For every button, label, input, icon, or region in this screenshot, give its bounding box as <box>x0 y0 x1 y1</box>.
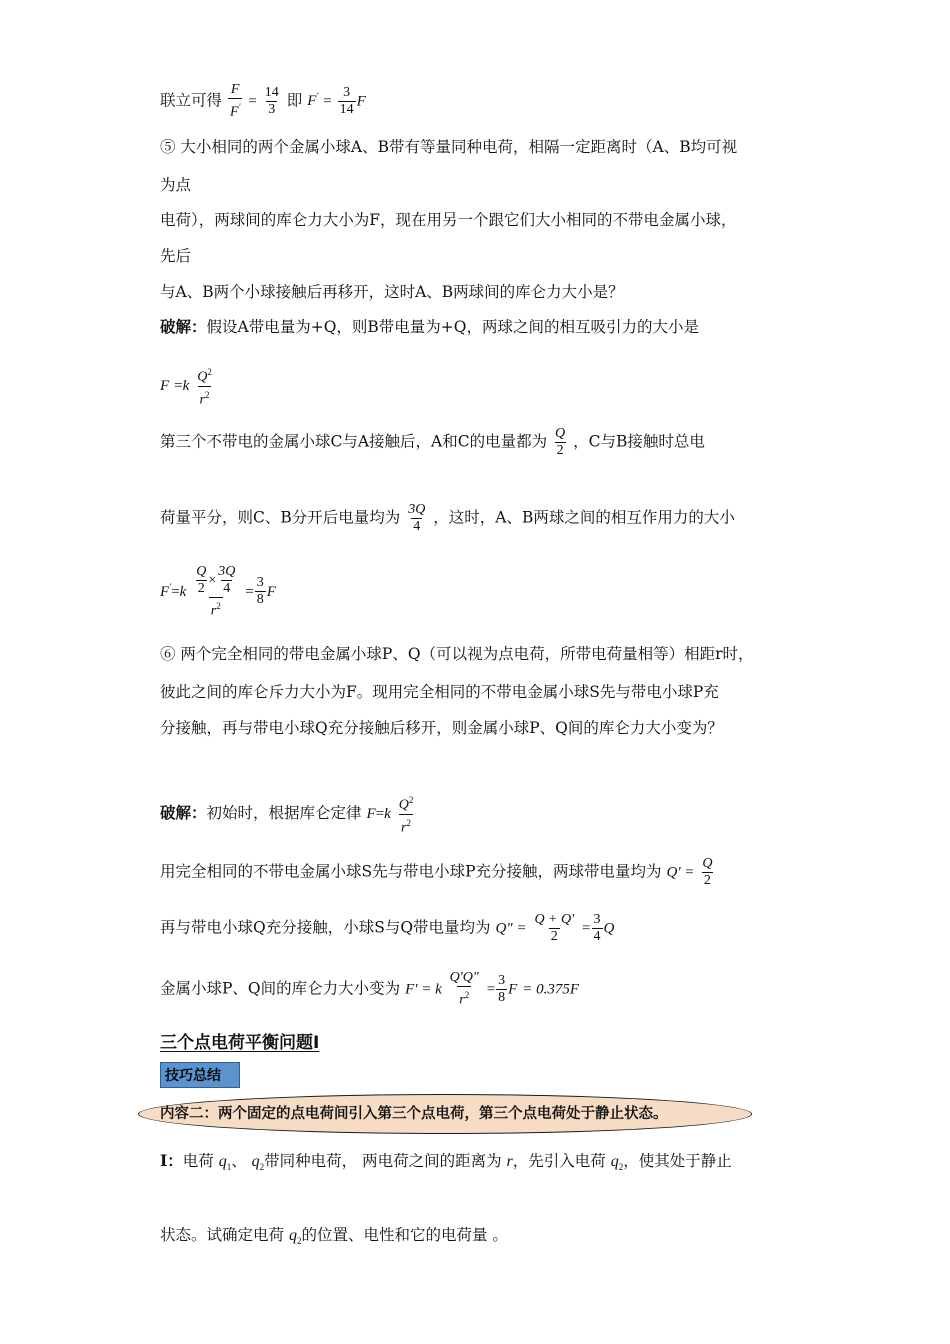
text: 用完全相同的不带电金属小球S先与带电小球P充分接触，两球带电量均为 <box>160 862 662 881</box>
p5-line3: 电荷），两球间的库仑力大小为F，现在用另一个跟它们大小相同的不带电金属小球， <box>160 211 737 229</box>
var: k <box>182 378 190 395</box>
text: 联立可得 <box>160 91 223 110</box>
p6-line3: 分接触，再与带电小球Q充分接触后移开，则金属小球P、Q间的库仑力大小变为？ <box>160 719 723 737</box>
fraction: $\frac{Q'Q"}{r^2}$ <box>449 970 479 1008</box>
text: 电荷 <box>182 1152 214 1170</box>
text: 的位置、电性和它的电荷量 。 <box>301 1226 508 1244</box>
f-prime: F' <box>307 91 319 110</box>
text: 带同种电荷， 两电荷之间的距离为 <box>264 1152 502 1170</box>
fraction: $\frac{Q}{2}$ <box>702 856 713 888</box>
text: ，这时，A、B两球之间的相互作用力的大小 <box>433 508 735 527</box>
eq-sign: = <box>248 93 257 110</box>
text: 初始时，根据库仑定律 <box>206 804 362 823</box>
problem-i-line2: 状态。试确定电荷 $q_2$的位置、电性和它的电荷量 。 <box>160 1226 508 1247</box>
fraction: $\frac{F}{F'}$ <box>229 82 241 120</box>
math-tail: = 0.375F <box>522 981 580 998</box>
problem-i-line1: I：电荷 $q_1$、 $q_2$带同种电荷， 两电荷之间的距离为 r，先引入电荷 $q_2$，使其处于静止 <box>160 1151 732 1173</box>
fraction: $\frac{3}{14}$ <box>339 84 354 117</box>
fraction: $\frac{Q^2}{r^2}$ <box>197 367 212 408</box>
text: 再与带电小球Q充分接触，小球S与Q带电量均为 <box>160 918 491 937</box>
solution-label: 破解： <box>160 803 207 823</box>
p5-line5: 与A、B两个小球接触后再移开，这时A、B两球间的库仑力大小是？ <box>160 283 624 301</box>
text: 、 <box>231 1152 247 1170</box>
text: 即 <box>286 91 303 110</box>
fraction: $\frac{3}{4}$ <box>593 912 601 944</box>
p5-line7 <box>160 502 735 535</box>
fraction: $\frac{14}{3}$ <box>264 84 279 117</box>
p6-solution: 破解：初始时，根据库仑定律 F=k $\frac{Q^2}{r^2}$ <box>160 792 416 836</box>
p5-eq2: F'=k $\frac{Q}{2}$ × $\frac{3Q}{4}$ $r^2$ = $\frac{3}{8}$ F <box>160 564 276 619</box>
p6-line2: 彼此之间的库仑斥力大小为F。现用完全相同的不带电金属小球S先与带电小球P充 <box>160 683 719 701</box>
var: F <box>160 378 170 395</box>
math-lhs: Q' = <box>666 864 695 881</box>
p5-line6 <box>160 426 705 459</box>
p5-line1: ⑤ 大小相同的两个金属小球A、B带有等量同种电荷，相隔一定距离时（A、B均可视 <box>160 138 738 156</box>
p5-solution <box>160 316 699 338</box>
p6-step2 <box>160 856 715 889</box>
text: ，先引入电荷 <box>512 1152 606 1170</box>
fraction: $\frac{Q^2}{r^2}$ <box>398 795 414 836</box>
math-lhs: F' = k <box>405 981 442 998</box>
solution-label: 破解： <box>160 317 207 336</box>
text: ，C与B接触时总电 <box>573 432 705 451</box>
p5-line2: 为点 <box>160 176 192 194</box>
var: F <box>356 93 366 110</box>
text: ，使其处于静止 <box>623 1152 732 1170</box>
p6-step4: 金属小球P、Q间的库仑力大小变为 F' = k $\frac{Q'Q"}{r^2}$ = $\frac{3}{8}$ F = 0.375F <box>160 970 580 1008</box>
tips-tag: 技巧总结 <box>160 1062 240 1088</box>
p5-eq1: F =k $\frac{Q^2}{r^2}$ <box>160 364 215 408</box>
fraction: $\frac{3}{8}$ <box>498 972 506 1005</box>
text: 假设A带电量为+Q，则B带电量为+Q，两球之间的相互吸引力的大小是 <box>206 318 699 336</box>
fraction: $\frac{3}{8}$ <box>256 575 264 608</box>
text: 荷量平分，则C、B分开后电量均为 <box>160 508 401 527</box>
fraction: $\frac{Q}{2}$ × $\frac{3Q}{4}$ $r^2$ <box>196 564 236 619</box>
text: 第三个不带电的金属小球C与A接触后，A和C的电量都为 <box>160 432 548 451</box>
p6-step3: 再与带电小球Q充分接触，小球S与Q带电量均为 Q" = $\frac{Q + Q'}{2}$ = $\frac{3}{4}$ Q <box>160 912 615 944</box>
p6-line1: ⑥ 两个完全相同的带电金属小球P、Q（可以视为点电荷，所带电荷量相等）相距r时， <box>160 645 754 663</box>
math-lhs: Q" = <box>495 920 527 937</box>
problem-label: I： <box>160 1151 183 1170</box>
p5-line4: 先后 <box>160 247 192 265</box>
text: 金属小球P、Q间的库仑力大小变为 <box>160 979 401 998</box>
content-text: 内容二：两个固定的点电荷间引入第三个点电荷，第三个点电荷处于静止状态。 <box>160 1106 668 1122</box>
result-line <box>160 82 366 121</box>
eq-sign: = <box>323 93 332 110</box>
fraction: $\frac{Q + Q'}{2}$ <box>534 912 575 944</box>
section-heading: 三个点电荷平衡问题Ⅰ <box>160 1033 320 1053</box>
text: 状态。试确定电荷 <box>160 1226 285 1244</box>
fraction: $\frac{Q}{2}$ <box>555 426 566 458</box>
fraction: $\frac{3Q}{4}$ <box>408 502 426 534</box>
